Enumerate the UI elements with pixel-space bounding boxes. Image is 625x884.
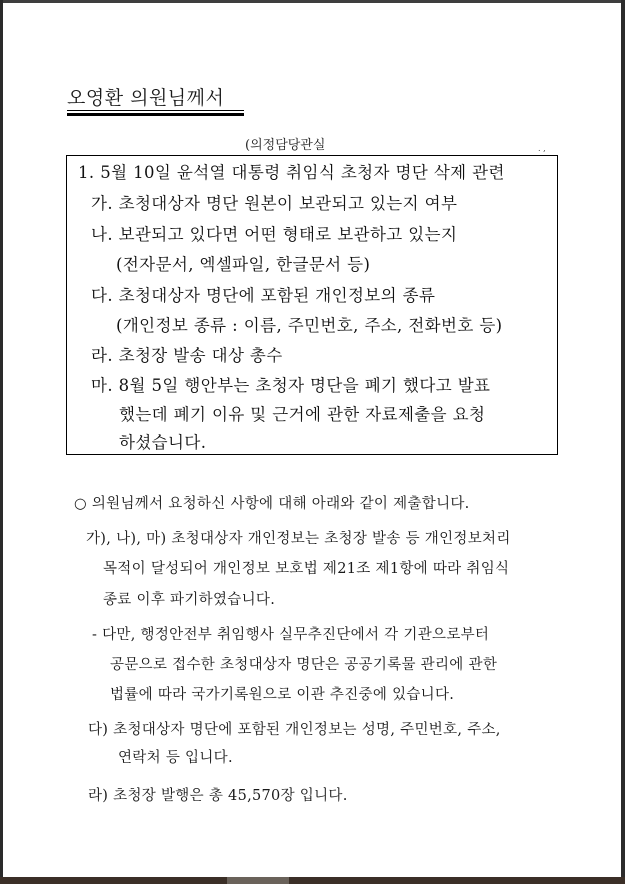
- request-item-ra: 라. 초청장 발송 대상 총수: [91, 346, 283, 365]
- answer-ra: 라) 초청장 발행은 총 45,570장 입니다.: [88, 788, 348, 804]
- title-underline-thin: [67, 110, 244, 111]
- response-intro: ○ 의원님께서 요청하신 사항에 대해 아래와 같이 제출합니다.: [74, 496, 470, 512]
- answer-da-line1: 다) 초청대상자 명단에 포함된 개인정보는 성명, 주민번호, 주소,: [88, 722, 501, 738]
- answer-note-line2: 공문으로 접수한 초청대상자 명단은 공공기록물 관리에 관한: [110, 657, 498, 673]
- request-item-ma: 마. 8월 5일 행안부는 초청자 명단을 폐기 했다고 발표: [91, 376, 491, 395]
- request-item-da-detail: (개인정보 종류 : 이름, 주민번호, 주소, 전화번호 등): [116, 316, 503, 335]
- answer-ga-na-ma-line2: 목적이 달성되어 개인정보 보호법 제21조 제1항에 따라 취임식: [103, 561, 510, 577]
- window-right-edge: [621, 0, 625, 884]
- request-item-na: 나. 보관되고 있다면 어떤 형태로 보관하고 있는지: [91, 225, 458, 244]
- answer-note-line3: 법률에 따라 국가기록원으로 이관 추진중에 있습니다.: [110, 687, 455, 703]
- department-marks: . ,: [538, 144, 546, 153]
- answer-ga-na-ma-line1: 가), 나), 마) 초청대상자 개인정보는 초청장 발송 등 개인정보처리: [86, 531, 511, 547]
- request-item-da: 다. 초청대상자 명단에 포함된 개인정보의 종류: [91, 286, 436, 305]
- request-item-na-detail: (전자문서, 엑셀파일, 한글문서 등): [116, 255, 371, 274]
- request-item-ga: 가. 초청대상자 명단 원본이 보관되고 있는지 여부: [91, 194, 458, 213]
- request-item-ma-line2: 했는데 폐기 이유 및 근거에 관한 자료제출을 요청: [119, 405, 486, 424]
- horizontal-scrollbar[interactable]: [0, 877, 625, 884]
- request-heading: 1. 5월 10일 윤석열 대통령 취임식 초청자 명단 삭제 관련: [78, 163, 505, 182]
- department-label: (의정담당관실: [245, 138, 326, 153]
- answer-da-line2: 연락처 등 입니다.: [118, 750, 233, 766]
- scrollbar-thumb[interactable]: [227, 877, 289, 884]
- request-item-ma-line3: 하셨습니다.: [119, 433, 207, 452]
- title-underline-thick: [67, 113, 244, 116]
- answer-ga-na-ma-line3: 종료 이후 파기하였습니다.: [103, 592, 276, 608]
- answer-note-line1: - 다만, 행정안전부 취임행사 실무추진단에서 각 기관으로부터: [92, 627, 490, 643]
- recipient-title: 오영환 의원님께서: [67, 87, 225, 109]
